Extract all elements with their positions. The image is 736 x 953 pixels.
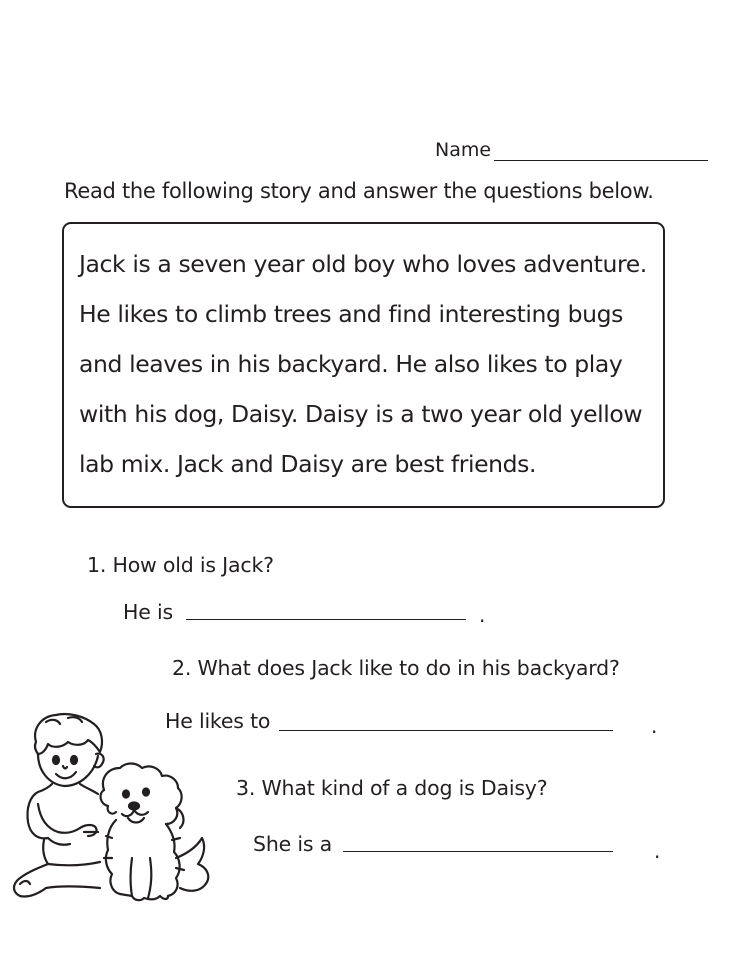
answer-1-blank[interactable] [186, 619, 466, 620]
story-line: and leaves in his backyard. He also likes to play [79, 350, 623, 378]
answer-2-period: . [651, 714, 658, 738]
question-3: 3. What kind of a dog is Daisy? [236, 776, 548, 800]
answer-3-period: . [654, 839, 661, 863]
question-1: 1. How old is Jack? [87, 553, 274, 577]
question-2: 2. What does Jack like to do in his backyard? [172, 656, 620, 680]
boy-and-dog-illustration [8, 708, 224, 914]
answer-1-period: . [479, 603, 486, 627]
answer-3-blank[interactable] [343, 851, 613, 852]
answer-3-prefix: She is a [253, 832, 332, 856]
answer-1-prefix: He is [123, 600, 173, 624]
name-input-line[interactable] [494, 160, 708, 161]
story-line: with his dog, Daisy. Daisy is a two year old yellow [79, 400, 643, 428]
answer-2-blank[interactable] [279, 730, 613, 731]
story-line: Jack is a seven year old boy who loves adventure. [79, 250, 647, 278]
instructions-text: Read the following story and answer the questions below. [64, 179, 654, 203]
answer-2-prefix: He likes to [165, 709, 271, 733]
story-line: He likes to climb trees and find interesting bugs [79, 300, 624, 328]
story-box [62, 222, 665, 508]
story-line: lab mix. Jack and Daisy are best friends. [79, 450, 537, 478]
name-label: Name [435, 139, 492, 161]
